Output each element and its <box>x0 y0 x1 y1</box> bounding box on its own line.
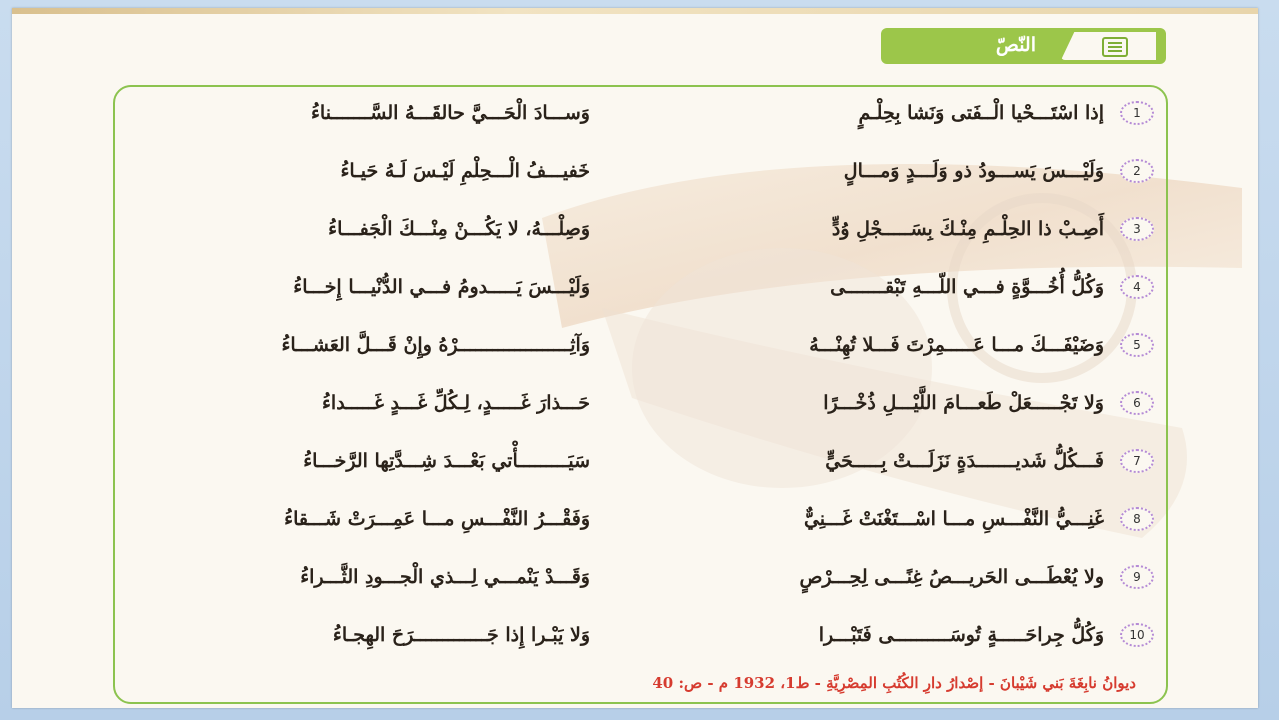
verse-first-hemistich: وَلا تَجْـــــعَلْ طَعـــامَ اللَّيْـــلِ ذُخْـــرًا <box>823 392 1104 414</box>
verse-second-hemistich: وَســـادَ الْحَـــيَّ حالقَـــهُ السَّـــــــناءُ <box>310 102 590 124</box>
verse-second-hemistich: وَقَـــدْ يَنْمـــي لِـــذي الْجـــودِ الثَّـــراءُ <box>300 566 590 588</box>
verse-first-hemistich: ولا يُعْطَـــى الحَريـــصُ غِنًـــى لِحِـــرْصٍ <box>799 566 1104 588</box>
verse-second-hemistich: وَلَيْـــسَ يَـــــدومُ فـــي الدُّنْيـــا إِخـــاءُ <box>293 276 590 298</box>
verse-row <box>115 153 1166 193</box>
verse-first-hemistich: غَنِـــيُّ النَّفْـــسِ مـــا اسْـــتَغْنَتْ غَـــنِيٌّ <box>803 508 1104 530</box>
verse-first-hemistich: وَلَيْـــسَ يَســـودُ ذو وَلَـــدٍ وَمـــالٍ <box>843 160 1104 182</box>
verse-first-hemistich: فَـــكُلُّ شَديـــــــدَةٍ نَزَلَـــتْ بِـــــحَيٍّ <box>825 450 1104 472</box>
verse-number: 5 <box>1120 333 1154 357</box>
verse-row <box>115 327 1166 367</box>
verse-row <box>115 211 1166 251</box>
section-title: النّصّ <box>995 34 1036 56</box>
textbook-page <box>12 8 1258 708</box>
verse-second-hemistich: خَفيـــفُ الْـــحِلْمِ لَيْـسَ لَـهُ حَيـاءُ <box>340 160 590 182</box>
verse-second-hemistich: سَيَـــــــــأْتي بَعْـــدَ شِـــدَّتِها الرَّخـــاءُ <box>303 450 590 472</box>
section-header <box>881 28 1166 64</box>
verse-row <box>115 617 1166 657</box>
verse-row <box>115 269 1166 309</box>
verse-number: 7 <box>1120 449 1154 473</box>
verse-first-hemistich: وَكُلُّ أُخُـــوَّةٍ فـــي اللّـــهِ تَبْقـــــــى <box>830 276 1104 298</box>
poem-box <box>113 85 1168 704</box>
page-top-strip <box>12 8 1258 14</box>
verse-row <box>115 559 1166 599</box>
verse-number: 6 <box>1120 391 1154 415</box>
verse-number: 4 <box>1120 275 1154 299</box>
verse-second-hemistich: وَلا يَبْـرا إِذا جَـــــــــــــرَحَ الهِجـاءُ <box>332 624 590 646</box>
verse-first-hemistich: أَصِـبْ ذا الحِلْـمِ مِنْـكَ بِسَـــــجْلِ وُدٍّ <box>831 218 1104 240</box>
verse-second-hemistich: وَصِلْـــهُ، لا يَكُـــنْ مِنْـــكَ الْجَفـــاءُ <box>328 218 590 240</box>
verse-second-hemistich: حَـــذارَ غَـــــدٍ، لِـكُلِّ غَـــدٍ غَـــــداءُ <box>321 392 590 414</box>
verse-number: 3 <box>1120 217 1154 241</box>
verse-second-hemistich: وَآثِــــــــــــــــــــرْهُ وإِنْ قَـــلَّ العَشـــاءُ <box>281 334 590 356</box>
verse-number: 2 <box>1120 159 1154 183</box>
verse-number: 9 <box>1120 565 1154 589</box>
verse-second-hemistich: وَفَقْـــرُ النَّفْـــسِ مـــا عَمِـــرَتْ شَـــقاءُ <box>284 508 590 530</box>
text-list-icon <box>1102 37 1128 57</box>
verse-first-hemistich: إذا اسْتَـــحْيا الْــفَتى وَنَشا بِحِلْـمٍ <box>858 102 1104 124</box>
verse-number: 10 <box>1120 623 1154 647</box>
verse-row <box>115 501 1166 541</box>
verse-first-hemistich: وَكُلُّ جِراحَـــــةٍ تُوسَــــــــــى فَتَبْـــرا <box>818 624 1104 646</box>
source-citation: ديوانُ نابِغَةَ بَني شَيْبانَ - إصْدارُ دارِ الكُتُبِ المِصْرِيَّةِ - ط1، 1932 م - ص: 40 <box>652 674 1136 692</box>
verse-first-hemistich: وَضَيْفَـــكَ مـــا عَـــــمِرْتَ فَـــلا تُهِنْـــهُ <box>809 334 1104 356</box>
verse-row <box>115 443 1166 483</box>
verse-row <box>115 95 1166 135</box>
verse-number: 8 <box>1120 507 1154 531</box>
verse-number: 1 <box>1120 101 1154 125</box>
verse-row <box>115 385 1166 425</box>
